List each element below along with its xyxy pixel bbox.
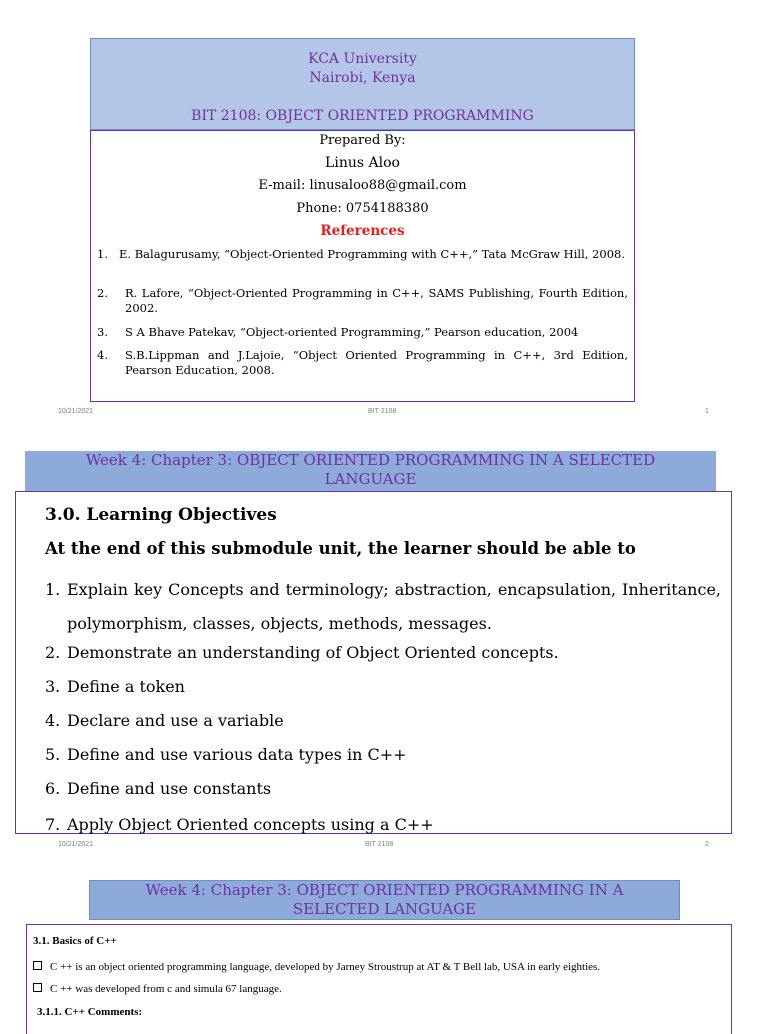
slide2-footer-page: 2 — [705, 841, 709, 848]
objective-item — [45, 677, 721, 697]
objective-number: 2. — [45, 643, 61, 662]
slide3-content-box — [26, 924, 732, 1034]
slide2-content-box — [15, 491, 732, 834]
checkbox-bullet-icon — [33, 983, 42, 992]
objective-item — [45, 573, 721, 641]
slide1-footer-page: 1 — [705, 408, 709, 415]
author-email: E-mail: linusaloo88@gmail.com — [258, 178, 467, 193]
slide2-title: Week 4: Chapter 3: OBJECT ORIENTED PROGRAMMING IN A SELECTED LANGUAGE — [85, 451, 656, 488]
bullet-item — [33, 961, 600, 973]
objective-number: 3. — [45, 677, 61, 696]
reference-text: E. Balagurusamy, “Object-Oriented Programming with C++,” Tata McGraw Hill, 2008. — [119, 247, 625, 261]
objective-text: Apply Object Oriented concepts using a C++ — [67, 815, 434, 834]
objective-text: Explain key Concepts and terminology; abstraction, encapsulation, Inheritance, polymorphism, classes, objects, methods, messages. — [67, 580, 721, 633]
university-location: Nairobi, Kenya — [309, 70, 416, 86]
slide2-footer-course: BIT 2108 — [365, 841, 394, 848]
section-heading: 3.1. Basics of C++ — [33, 935, 117, 947]
slide3-title-banner — [89, 880, 680, 920]
bullet-item — [33, 983, 282, 995]
objective-item — [45, 711, 721, 731]
objective-number: 7. — [45, 815, 61, 834]
learning-objectives-heading: 3.0. Learning Objectives — [45, 505, 277, 525]
objective-item — [45, 745, 721, 765]
reference-text: S A Bhave Patekav, “Object-oriented Programming,” Pearson education, 2004 — [125, 325, 579, 339]
slide1-footer-date: 10/21/2021 — [58, 408, 94, 415]
objective-number: 6. — [45, 779, 61, 798]
reference-item — [97, 325, 628, 340]
objective-item — [45, 779, 721, 799]
slide3-title: Week 4: Chapter 3: OBJECT ORIENTED PROGRAMMING IN A SELECTED LANGUAGE — [145, 881, 624, 918]
slide2-title-banner — [25, 451, 716, 491]
objective-item — [45, 643, 721, 663]
objective-number: 5. — [45, 745, 61, 764]
objective-text: Define and use constants — [67, 779, 272, 798]
slide1-footer-course: BIT 2108 — [368, 408, 397, 415]
prepared-by-label: Prepared By: — [319, 133, 406, 148]
author-name: Linus Aloo — [325, 155, 400, 171]
slide1-content-box — [90, 130, 635, 402]
slide1-title-box — [90, 38, 635, 130]
bullet-text: C ++ was developed from c and simula 67 language. — [50, 983, 282, 995]
university-name: KCA University — [308, 51, 417, 67]
bullet-text: C ++ is an object oriented programming language, developed by Jarney Stroustrup at AT & T Bell lab, USA in early eighties. — [50, 961, 601, 973]
reference-item — [97, 286, 628, 316]
objective-text: Demonstrate an understanding of Object Oriented concepts. — [67, 643, 559, 662]
reference-item — [97, 247, 628, 262]
reference-text: R. Lafore, “Object-Oriented Programming in C++, SAMS Publishing, Fourth Edition, 2002. — [125, 286, 628, 315]
reference-number: 4. — [97, 348, 108, 362]
course-title: BIT 2108: OBJECT ORIENTED PROGRAMMING — [191, 108, 534, 124]
objective-text: Define a token — [67, 677, 185, 696]
reference-number: 3. — [97, 325, 108, 339]
objective-text: Define and use various data types in C++ — [67, 745, 407, 764]
references-title: References — [320, 223, 405, 239]
objective-number: 4. — [45, 711, 61, 730]
checkbox-bullet-icon — [33, 961, 42, 970]
subsection-heading: 3.1.1. C++ Comments: — [37, 1006, 143, 1018]
author-phone: Phone: 0754188380 — [296, 201, 429, 216]
reference-text: S.B.Lippman and J.Lajoie, “Object Oriented Programming in C++, 3rd Edition, Pearson Education, 2008. — [125, 348, 628, 377]
objective-text: Declare and use a variable — [67, 711, 284, 730]
learning-objectives-intro: At the end of this submodule unit, the learner should be able to — [45, 539, 636, 558]
objective-number: 1. — [45, 580, 61, 599]
slide2-footer-date: 10/21/2021 — [58, 841, 94, 848]
reference-number: 2. — [97, 286, 108, 300]
reference-item — [97, 348, 628, 378]
reference-number: 1. — [97, 247, 108, 261]
objective-item — [45, 815, 721, 835]
